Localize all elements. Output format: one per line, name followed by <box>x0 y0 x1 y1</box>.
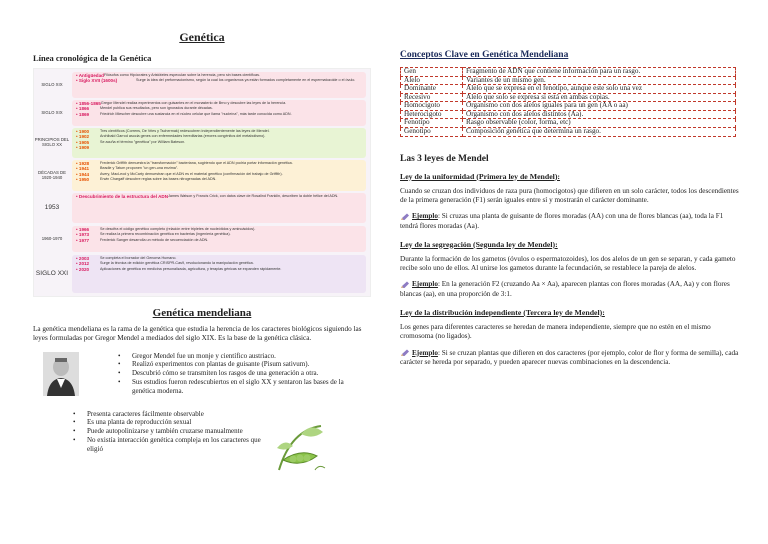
timeline-row <box>34 128 370 158</box>
timeline-era-label: DÉCADAS DE 1920-1940 <box>38 169 66 180</box>
example-text: : Si cruzas una planta de guisante de flores moradas (AA) con una de flores blancas (aa), toda la F1 tendrá flores moradas (Aa). <box>400 212 724 230</box>
pencil-icon <box>400 280 412 288</box>
timeline-year: • 1856-1865 <box>76 101 101 106</box>
concept-definition: Alelo que solo se expresa si está en ambas copias. <box>463 93 736 102</box>
timeline-description: Se acuña el término "genética" por William Bateson. <box>100 139 186 144</box>
timeline-entry <box>76 112 362 117</box>
timeline-entry <box>76 238 362 243</box>
law-title: Ley de la uniformidad (Primera ley de Mendel): <box>400 171 561 181</box>
list-item: • Presenta caracteres fácilmente observable <box>73 409 204 418</box>
timeline-description: Frederick Sanger desarrolla un método de secuenciación de ADN. <box>100 237 209 242</box>
list-item: • Sus estudios fueron redescubiertos en el siglo XX y sentaron las bases de la genética moderna. <box>118 377 344 395</box>
timeline-infographic <box>33 68 371 297</box>
timeline-year: • 1900 <box>76 129 90 134</box>
timeline-era-label: 1953 <box>44 204 60 212</box>
law-example <box>400 349 740 368</box>
timeline-year: • 1928 <box>76 161 90 166</box>
timeline-year: • 1941 <box>76 166 90 172</box>
pencil-icon <box>400 349 412 357</box>
timeline-row <box>34 160 370 191</box>
timeline-year: • Siglo XVII (1600s) <box>76 78 118 84</box>
concept-term: Fenotipo <box>401 119 463 128</box>
timeline-year: • 1866 <box>76 106 90 112</box>
pea-plant-image <box>271 420 331 478</box>
timeline-description: Tres científicos (Correns, De Vries y Tschermak) redescubren independientemente las leyes de Mendel. <box>100 129 270 133</box>
timeline-description: Gregor Mendel realiza experimentos con guisantes en el monasterio de Brno y descubre las leyes de la herencia. <box>100 101 287 105</box>
left-column <box>33 30 371 462</box>
list-item: • Es una planta de reproducción sexual <box>73 418 192 427</box>
law-text: Los genes para diferentes caracteres se heredan de manera independiente, siempre que no estén en el mismo cromosoma (no ligados). <box>400 322 711 341</box>
concept-definition: Organismo con dos alelos distintos (Aa). <box>463 110 736 119</box>
law-text: Durante la formación de los gametos (óvulos o espermatozoides), los dos alelos de un gen se separan, y cada gameto recibe solo uno de ellos. Al unirse los gametos durante la fecundación, se restablece la pareja de alelos. <box>400 254 736 273</box>
mendel-facts-list <box>118 352 368 396</box>
timeline-description: Se descifra el código genético completo (relación entre tripletes de nucleótidos y aminoácidos). <box>100 227 256 231</box>
timeline-year: • Antigüedad <box>76 73 104 78</box>
example-text: : En la generación F2 (cruzando Aa × Aa), aparecen plantas con flores moradas (AA, Aa) y con flores blancas (aa), en una proporción de 3:1. <box>400 280 730 299</box>
laws-list <box>400 172 740 368</box>
example-label: Ejemplo <box>412 348 438 357</box>
list-item: • Descubrió cómo se transmiten los rasgos de una generación a otra. <box>118 369 319 378</box>
law-text: Cuando se cruzan dos individuos de raza pura (homocigotos) que difieren en un solo carácter, todos los descendientes de la primera generación (F1) serán iguales entre sí y mostrarán el carácter dominante. <box>400 186 739 204</box>
timeline-year: • 1950 <box>76 176 90 182</box>
timeline-entry <box>76 194 362 199</box>
timeline-year: • 1902 <box>76 134 90 140</box>
law-example <box>400 280 740 299</box>
concept-definition: Variantes de un mismo gen. <box>463 76 736 85</box>
laws-title: Las 3 leyes de Mendel <box>400 153 489 164</box>
page-title: Genética <box>179 30 225 44</box>
timeline-description: Se completa el borrador del Genoma Humano. <box>100 256 177 260</box>
timeline-box <box>72 100 366 126</box>
right-column <box>400 50 740 368</box>
mendel-portrait-image <box>43 352 79 396</box>
timeline-row <box>34 100 370 126</box>
concept-definition: Composición genética que determina un rasgo. <box>463 127 736 136</box>
timeline-year: • 1944 <box>76 171 90 177</box>
concept-term: Genotipo <box>401 127 463 136</box>
timeline-description: James Watson y Francis Crick, con datos clave de Rosalind Franklin, describen la doble hélice del ADN. <box>168 194 339 198</box>
concept-definition: Fragmento de ADN que contiene información para un rasgo. <box>463 68 736 77</box>
timeline-year: • 1977 <box>76 237 90 243</box>
timeline-entry <box>76 267 362 272</box>
concept-row <box>401 127 736 136</box>
law-title: Ley de la segregación (Segunda ley de Mendel): <box>400 239 558 249</box>
timeline-year: • Descubrimiento de la estructura del ADN <box>76 194 169 199</box>
timeline-box <box>72 255 366 293</box>
pencil-icon <box>400 212 412 220</box>
mendelian-intro: La genética mendeliana es la rama de la genética que estudia la herencia de los caracteres biológicos siguiendo las leyes formuladas por Gregor Mendel a mediados del siglo XIX. Es la base de la genética clásica. <box>33 325 362 343</box>
concept-definition: Organismo con dos alelos iguales para un gen (AA o aa) <box>463 102 736 111</box>
law-title: Ley de la distribución independiente (Tercera ley de Mendel): <box>400 307 605 317</box>
list-item: • Puede autopolinizarse y también cruzarse manualmente <box>73 427 243 436</box>
timeline-description: Friedrich Miescher descubre una sustancia en el núcleo celular que llama "nucleína", más tarde conocida como ADN. <box>100 111 292 116</box>
timeline-description: Se realiza la primera recombinación genética en bacterias (ingeniería genética). <box>100 232 231 237</box>
timeline-year: • 2020 <box>76 266 90 272</box>
timeline-era-label: SIGLO XXI <box>35 270 69 278</box>
timeline-entry <box>76 177 362 182</box>
concept-term: Heterocigoto <box>401 110 463 119</box>
timeline-description: Archibald Garrod asocia genes con enfermedades hereditarias (errores congénitos del metabolismo). <box>100 134 266 139</box>
timeline-description: Surge la idea del preformacionismo, según la cual los organismos ya están formados completamente en el espermatozoide o el óvulo. <box>136 78 356 83</box>
timeline-row <box>34 255 370 293</box>
timeline-year: • 2012 <box>76 261 90 267</box>
timeline-box <box>72 160 366 191</box>
timeline-era-label: PRINCIPIOS DEL SIGLO XX <box>34 137 70 147</box>
example-text: : Si se cruzan plantas que difieren en dos caracteres (por ejemplo, color de flor y forma de semilla), cada carácter se hereda por separado, y pueden aparecer nuevas combinaciones en la descendencia. <box>400 348 739 367</box>
timeline-box <box>72 226 366 252</box>
timeline-era-label: 1960-1970 <box>41 235 63 241</box>
timeline-description: Beadle y Tatum proponen "un gen-una enzima". <box>100 166 179 171</box>
timeline-box <box>72 128 366 158</box>
concept-row <box>401 85 736 94</box>
timeline-year: • 2003 <box>76 256 90 261</box>
timeline-description: Mendel publica sus resultados, pero son ignorados durante décadas. <box>100 106 213 111</box>
concept-term: Gen <box>401 68 463 77</box>
timeline-row <box>34 193 370 223</box>
pea-facts-list <box>73 410 273 454</box>
timeline-description: Erwin Chargaff descubre reglas sobre las bases nitrogenadas del ADN. <box>100 176 217 181</box>
concept-definition: Rasgo observable (color, forma, etc) <box>463 119 736 128</box>
mendelian-title: Genética mendeliana <box>152 307 252 319</box>
timeline-entry <box>76 145 362 150</box>
timeline-era-label: SIGLO XIX <box>41 109 63 115</box>
timeline-description: Aplicaciones de genética en medicina personalizada, agricultura, y terapias génicas se expanden rápidamente. <box>100 266 282 271</box>
timeline-description: Filósofos como Hipócrates y Aristóteles especulan sobre la herencia, pero sin bases científicas. <box>103 73 260 77</box>
list-item: • Gregor Mendel fue un monje y científico austriaco. <box>118 351 276 360</box>
timeline-heading: Línea cronológica de la Genética <box>33 53 152 63</box>
timeline-box <box>72 193 366 223</box>
timeline-row <box>34 226 370 252</box>
timeline-year: • 1869 <box>76 111 90 117</box>
concept-term: Alelo <box>401 76 463 85</box>
timeline-year: • 1973 <box>76 232 90 238</box>
concepts-table <box>400 67 736 137</box>
timeline-era-label: SIGLO XIX <box>41 81 63 87</box>
timeline-year: • 1905 <box>76 139 90 145</box>
timeline-row <box>34 72 370 98</box>
example-label: Ejemplo <box>412 212 438 221</box>
example-label: Ejemplo <box>412 280 438 289</box>
concept-term: Homocigoto <box>401 102 463 111</box>
timeline-box <box>72 72 366 98</box>
list-item: • Realizó experimentos con plantas de guisante (Pisum sativum). <box>118 360 310 369</box>
timeline-year: • 1966 <box>76 227 90 232</box>
list-item: • No existía interacción genética compleja en los caracteres que eligió <box>73 435 261 453</box>
concept-term: Recesivo <box>401 93 463 102</box>
timeline-entry <box>76 78 362 83</box>
concept-row <box>401 68 736 77</box>
timeline-description: Avery, MacLeod y McCarty demuestran que el ADN es el material genético (confirmación del trabajo de Griffith). <box>100 171 283 176</box>
concepts-title: Conceptos Clave en Genética Mendeliana <box>400 50 569 60</box>
timeline-description: Frederick Griffith demuestra la "transformación" bacteriana, sugiriendo que el ADN podría portar información genética. <box>100 161 293 165</box>
timeline-description: Surge la técnica de edición genética CRISPR-Cas9, revolucionando la manipulación genética. <box>100 261 254 266</box>
mendel-section <box>33 352 371 462</box>
timeline-year: • 1909 <box>76 144 90 150</box>
concept-term: Dominante <box>401 85 463 94</box>
concept-definition: Alelo que se expresa en el fenotipo, aunque este solo una vez <box>463 85 736 94</box>
law-example <box>400 212 740 231</box>
